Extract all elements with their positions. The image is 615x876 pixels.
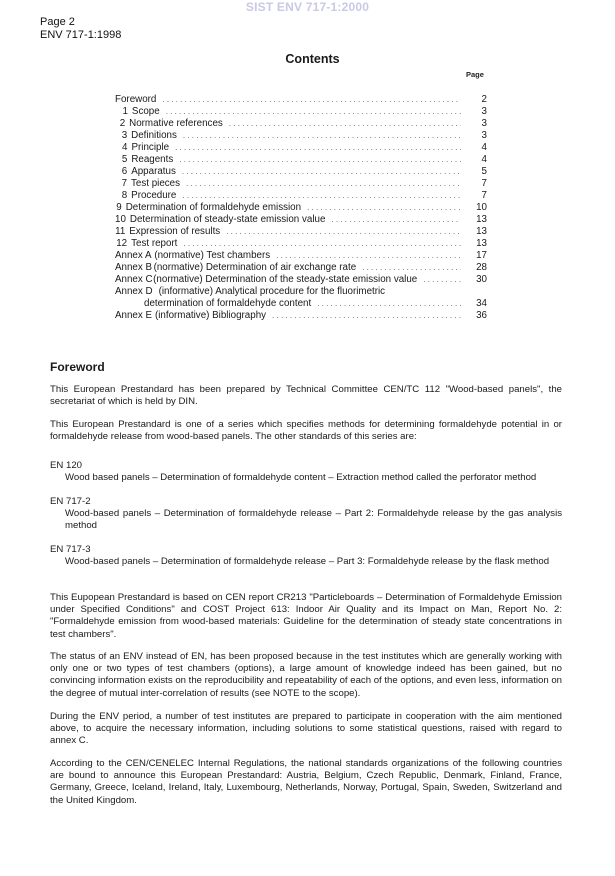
toc-entry-steady-state[interactable]: 10 Determination of steady-state emission value . . . 13	[115, 214, 487, 226]
toc-entry-scope[interactable]: 1 Scope . . . 3	[115, 106, 487, 118]
contents-title: Contents	[285, 52, 340, 66]
toc-entry-definitions[interactable]: 3 Definitions . . . 3	[115, 130, 487, 142]
foreword-paragraph-5: During the ENV period, a number of test institutes are prepared to participate in cooperation with the aim mentioned above, to acquire the necessary information, including solutions to some statistical questions, raised with regard to annex C.	[50, 711, 562, 747]
toc-entry-annex-e[interactable]: Annex E (informative) Bibliography . . . 36	[115, 310, 487, 322]
standard-code-en717-2: EN 717-2	[50, 496, 91, 507]
toc-entry-test-report[interactable]: 12 Test report . . . 13	[115, 238, 487, 250]
toc-entry-principle[interactable]: 4 Principle . . . 4	[115, 142, 487, 154]
toc-entry-foreword[interactable]: Foreword . . . 2	[115, 94, 487, 106]
toc-leader-dots	[317, 298, 461, 310]
toc-leader-dots	[186, 178, 461, 190]
toc-entry-annex-d-continued[interactable]: determination of formaldehyde content . . . 34	[115, 298, 487, 310]
toc-entry-annex-b[interactable]: Annex B (normative) Determination of air exchange rate . . . 28	[115, 262, 487, 274]
toc-leader-dots	[182, 190, 461, 202]
toc-entry-annex-d[interactable]: Annex D (informative) Analytical procedure for the fluorimetric	[115, 286, 386, 297]
standard-code-en717-3: EN 717-3	[50, 544, 91, 555]
toc-entry-normative-references[interactable]: 2 Normative references . . . 3	[115, 118, 487, 130]
foreword-paragraph-3: This Eupopean Prestandard is based on CEN report CR213 "Particleboards – Determination of Formaldehyde Emission under Specified Conditions" and COST Project 613: Indoor Air Quality and its Impact on Man, Report No. 2: "Formaldehyde emission from wood-based materials: Guideline for the determination of steady state concentrations in test chambers".	[50, 592, 562, 640]
toc-leader-dots	[331, 214, 461, 226]
toc-leader-dots	[226, 226, 461, 238]
toc-entry-procedure[interactable]: 8 Procedure . . . 7	[115, 190, 487, 202]
page-number: Page 2	[40, 16, 75, 28]
document-id: ENV 717-1:1998	[40, 29, 122, 41]
foreword-paragraph-6: According to the CEN/CENELEC Internal Regulations, the national standards organizations of the following countries are bound to announce this European Prestandard: Austria, Belgium, Czech Republic, Denmark, Finland, France, Germany, Greece, Iceland, Ireland, Italy, Luxembourg, Netherlands, Norway, Portugal, Spain, Sweden, Switzerland and the United Kingdom.	[50, 758, 562, 806]
toc-leader-dots	[362, 262, 461, 274]
toc-entry-determination-emission[interactable]: 9 Determination of formaldehyde emission . . . 10	[115, 202, 487, 214]
table-of-contents	[115, 94, 487, 322]
toc-entry-annex-c[interactable]: Annex C (normative) Determination of the steady-state emission value . . . 30	[115, 274, 487, 286]
foreword-paragraph-1: This European Prestandard has been prepared by Technical Committee CEN/TC 112 "Wood-based panels", the secretariat of which is held by DIN.	[50, 384, 562, 408]
toc-entry-apparatus[interactable]: 6 Apparatus . . . 5	[115, 166, 487, 178]
toc-entry-reagents[interactable]: 5 Reagents . . . 4	[115, 154, 487, 166]
toc-leader-dots	[175, 142, 461, 154]
toc-leader-dots	[276, 250, 461, 262]
toc-entry-annex-a[interactable]: Annex A (normative) Test chambers . . . 17	[115, 250, 487, 262]
toc-leader-dots	[183, 238, 461, 250]
page-column-label: Page	[466, 70, 484, 79]
toc-leader-dots	[179, 154, 461, 166]
toc-leader-dots	[162, 94, 461, 106]
toc-leader-dots	[183, 130, 461, 142]
standard-desc-en120: Wood based panels – Determination of formaldehyde content – Extraction method called the perforator method	[65, 472, 537, 483]
foreword-heading: Foreword	[50, 360, 105, 374]
toc-entry-expression-of-results[interactable]: 11 Expression of results . . . 13	[115, 226, 487, 238]
toc-leader-dots	[272, 310, 461, 322]
standard-desc-en717-2: Wood-based panels – Determination of formaldehyde release – Part 2: Formaldehyde release by the gas analysis method	[65, 508, 562, 532]
toc-leader-dots	[229, 118, 461, 130]
toc-leader-dots	[182, 166, 461, 178]
standard-code-en120: EN 120	[50, 460, 82, 471]
watermark: SIST ENV 717-1:2000	[245, 0, 370, 14]
toc-entry-test-pieces[interactable]: 7 Test pieces . . . 7	[115, 178, 487, 190]
toc-leader-dots	[423, 274, 461, 286]
page-header	[40, 16, 121, 42]
toc-leader-dots	[307, 202, 461, 214]
foreword-paragraph-2: This European Prestandard is one of a series which specifies methods for determining formaldehyde potential in or formaldehyde release from wood-based panels. The other standards of this series are:	[50, 419, 562, 443]
foreword-paragraph-4: The status of an ENV instead of EN, has been proposed because in the test institutes which are generally working with only one or two types of test chambers (options), a large amount of knowledge indeed has been gained, but no convincing information exists on the reproducibility and repeatability of each of the options, and even less, information on the degree of mutual inter-correlation of results (see NOTE to the scope).	[50, 651, 562, 699]
toc-leader-dots	[166, 106, 461, 118]
standard-desc-en717-3: Wood-based panels – Determination of formaldehyde release – Part 3: Formaldehyde release by the flask method	[65, 556, 550, 567]
